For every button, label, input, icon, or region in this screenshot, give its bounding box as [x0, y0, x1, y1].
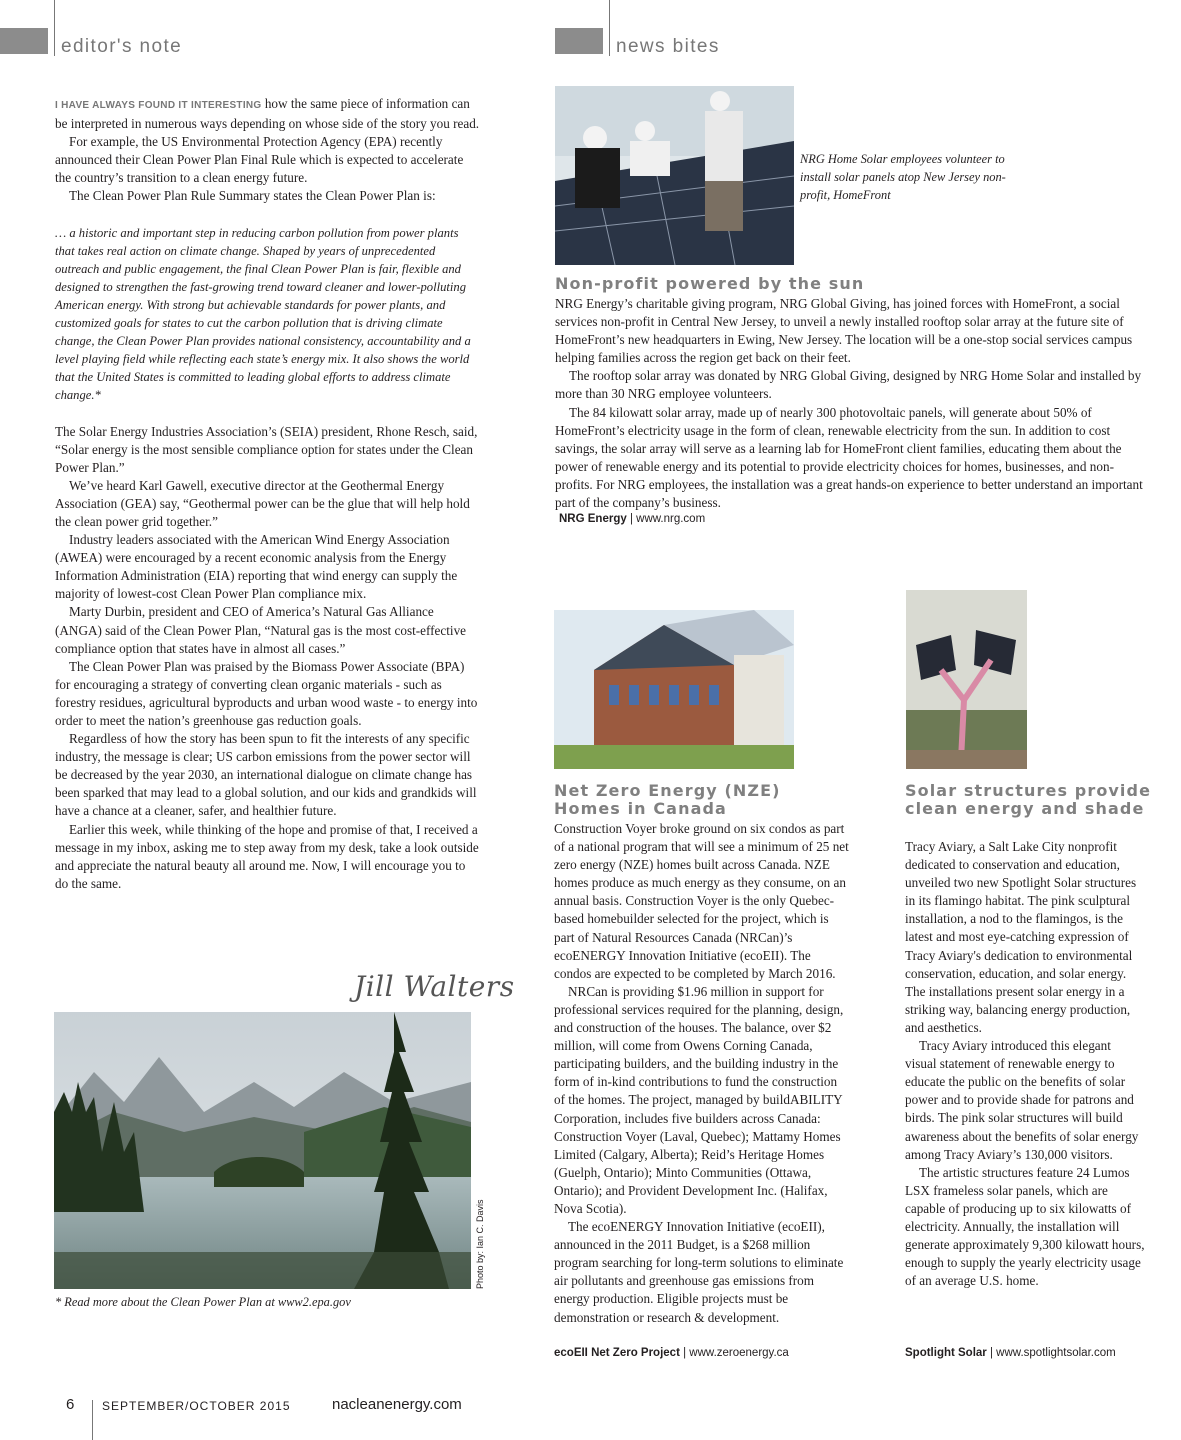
condo-photo: [554, 610, 794, 769]
page-number: 6: [66, 1396, 75, 1413]
story-paragraph: Construction Voyer broke ground on six condos as part of a national program that will see a minimum of 25 net zero energy (NZE) homes built across Canada. NZE homes produce as much energy as they consume, on an annual basis. Construction Voyer is the only Quebec-based homebuilder selected for the project, which is part of Natural Resources Canada (NRCan)’s ecoENERGY Innovation Initiative (ecoEII). The condos are expected to be completed by March 2016.: [554, 821, 849, 981]
source-name: NRG Energy: [559, 513, 627, 525]
editors-note-paragraph: We’ve heard Karl Gawell, executive director at the Geothermal Energy Association (GEA) say, “Geothermal power can be the glue that will help hold the clean power grid together.”: [55, 477, 470, 529]
story-paragraph: The rooftop solar array was donated by NRG Global Giving, designed by NRG Home Solar and installed by more than 30 NRG employee volunteers.: [555, 368, 1142, 402]
net-zero-condo-image: [554, 610, 794, 769]
section-title-editors-note: editor's note: [61, 36, 183, 57]
header-rule-right: [609, 0, 610, 56]
story2-body: [554, 820, 850, 1327]
block-quote: … a historic and important step in reducing carbon pollution from power plants that takes real action on climate change. Shaped by years of unprecedented outreach and public engagement, the final Clean Power Plan is fair, flexible and designed to strengthen the fast-growing trend toward cleaner and lower-polluting American energy. With strong but achievable standards for power plants, and customized goals for states to cut the carbon pollution that is driving climate change, the Clean Power Plan provides national consistency, accountability and a level playing field while reflecting each state’s energy mix. It also shows the world that the United States is committed to leading global efforts to address climate change.*: [55, 225, 471, 403]
story-paragraph: Tracy Aviary, a Salt Lake City nonprofit dedicated to conservation and education, unveiled two new Spotlight Solar structures in its flamingo habitat. The pink sculptural installation, a nod to the flamingos, is the latest and most eye-catching expression of Tracy Aviary's dedication to environmental conservation, education, and solar energy. The installations present solar energy in a striking way, balancing energy production, and aesthetics.: [905, 839, 1137, 1035]
story1-body: [555, 295, 1143, 512]
story-paragraph: The 84 kilowatt solar array, made up of nearly 300 photovoltaic panels, will generate about 50% of HomeFront’s electricity usage in the form of clean, renewable electricity from the sun. In addition to cost savings, the solar array will serve as a learning lab for HomeFront client families, educating them about the power of renewable energy and its potential to provide electricity choices for homes, businesses, and non-profits. For NRG employees, the installation was a great hands-on experience to better understand an important part of the company’s business.: [555, 404, 1143, 511]
footnote: * Read more about the Clean Power Plan at www2.epa.gov: [55, 1295, 351, 1309]
editor-signature: Jill Walters: [354, 970, 515, 1003]
photo-caption: NRG Home Solar employees volunteer to install solar panels atop New Jersey non-profit, HomeFront: [800, 152, 1006, 202]
editors-note-paragraph: [55, 95, 480, 133]
header-rule-left: [54, 0, 55, 56]
story-paragraph: Tracy Aviary introduced this elegant visual statement of renewable energy to educate the public on the benefits of solar power and to provide shade for patrons and birds. The pink solar structures will build awareness about the benefits of solar energy among Tracy Aviary’s 130,000 visitors.: [905, 1038, 1139, 1162]
editors-note-body: [55, 95, 480, 893]
story-paragraph: The ecoENERGY Innovation Initiative (ecoEII), announced in the 2011 Budget, is a $268 million program searching for long-term solutions to eliminate air pollutants and greenhouse gas emissions from energy production. Eligible projects must be demonstration or research & development.: [554, 1219, 844, 1325]
source-credit: NRG Energy | www.nrg.com: [559, 513, 706, 525]
section-title-news-bites: news bites: [616, 36, 720, 57]
story3-body: [905, 838, 1145, 1290]
headline-non-profit: Non-profit powered by the sun: [555, 274, 865, 293]
paragraph-text: how the same piece of information can be interpreted in numerous ways depending on whose side of the story you read.: [55, 96, 480, 132]
lake-photo: [54, 1012, 471, 1289]
section-marker-right: [555, 28, 603, 54]
pink-solar-tree-image: [906, 590, 1027, 769]
source-credit: Spotlight Solar | www.spotlightsolar.com: [905, 1347, 1116, 1359]
source-url[interactable]: www.spotlightsolar.com: [996, 1347, 1116, 1359]
editors-note-paragraph: For example, the US Environmental Protection Agency (EPA) recently announced their Clean Power Plan Final Rule which is expected to accelerate the country’s transition to a clean energy future.: [55, 134, 464, 186]
solar-structure-photo: [906, 590, 1027, 769]
lake-landscape-image: [54, 1012, 471, 1289]
footer-rule: [92, 1400, 93, 1440]
site-url[interactable]: nacleanenergy.com: [332, 1396, 462, 1413]
editors-note-paragraph: Marty Durbin, president and CEO of America’s Natural Gas Alliance (ANGA) said of the Clean Power Plan, “Natural gas is the most cost-effective compliance option that states have in almost all cases.”: [55, 604, 467, 656]
solar-volunteers-image: [555, 86, 794, 265]
editors-note-paragraph: The Solar Energy Industries Association’s (SEIA) president, Rhone Resch, said, “Solar energy is the most sensible compliance option for states under the Clean Power Plan.”: [55, 423, 478, 475]
issue-date: SEPTEMBER/OCTOBER 2015: [102, 1399, 291, 1413]
story-paragraph: NRCan is providing $1.96 million in support for professional services required for the planning, design, and construction of the houses. The balance, over $2 million, will come from Owens Corning Canada, participating builders, and the building industry in the form of in-kind contributions to fund the construction of the homes. The project, managed by buildABILITY Corporation, includes five builders across Canada: Construction Voyer (Laval, Quebec); Mattamy Homes Limited (Calgary, Alberta); Reid’s Heritage Homes (Guelph, Ontario); Minto Communities (Ottawa, Ontario); and Provident Development Inc. (Halifax, Nova Scotia).: [554, 983, 844, 1216]
source-url[interactable]: www.nrg.com: [636, 513, 706, 525]
story-paragraph: NRG Energy’s charitable giving program, NRG Global Giving, has joined forces with HomeFront, a social services non-profit in Central New Jersey, to unveil a newly installed rooftop solar array at the future site of HomeFront’s new headquarters in Ewing, New Jersey. The location will be a one-stop social services campus helping families across the region get back on their feet.: [555, 296, 1133, 366]
editors-note-paragraph: Industry leaders associated with the American Wind Energy Association (AWEA) were encouraged by a recent economic analysis from the Energy Information Administration (EIA) reporting that wind energy can supply the majority of lowest-cost Clean Power Plan compliance mix.: [55, 532, 458, 602]
editors-note-paragraph: The Clean Power Plan was praised by the Biomass Power Associate (BPA) for encouraging a strategy of converting clean organic materials - such as forestry residues, agricultural byproducts and urban wood waste - to energy into order to meet the nation’s greenhouse gas reduction goals.: [55, 658, 478, 728]
section-marker-left: [0, 28, 48, 54]
lead-in: I HAVE ALWAYS FOUND IT INTERESTING: [55, 100, 262, 111]
solar-install-photo: [555, 86, 794, 265]
headline-solar-structures: Solar structures provide clean energy and shade: [905, 781, 1152, 818]
source-name: Spotlight Solar: [905, 1347, 987, 1359]
story-paragraph: The artistic structures feature 24 Lumos LSX frameless solar panels, which are capable of producing up to six kilowatts of electricity. Annually, the installation will generate approximately 9,300 kilowatt hours, enough to supply the yearly electricity usage of an average U.S. home.: [905, 1164, 1145, 1289]
source-credit: ecoEII Net Zero Project | www.zeroenergy.ca: [554, 1347, 789, 1359]
editors-note-paragraph: The Clean Power Plan Rule Summary states the Clean Power Plan is:: [69, 188, 436, 204]
headline-nze-homes: Net Zero Energy (NZE) Homes in Canada: [554, 781, 781, 818]
editors-note-paragraph: Regardless of how the story has been spun to fit the interests of any specific industry, the message is clear; US carbon emissions from the power sector will be decreased by the year 2030, an international dialogue on climate change has been sparked that may lead to a global solution, and our kids and grandkids will have a chance at a cleaner, safer, and healthier future.: [55, 731, 477, 819]
photo-credit: Photo by: Ian C. Davis: [475, 1199, 485, 1289]
source-name: ecoEII Net Zero Project: [554, 1347, 680, 1359]
editors-note-paragraph: Earlier this week, while thinking of the hope and promise of that, I received a message in my inbox, asking me to step away from my desk, take a look outside and appreciate the natural beauty all around me. Now, I will encourage you to do the same.: [55, 821, 479, 891]
source-url[interactable]: www.zeroenergy.ca: [689, 1347, 789, 1359]
